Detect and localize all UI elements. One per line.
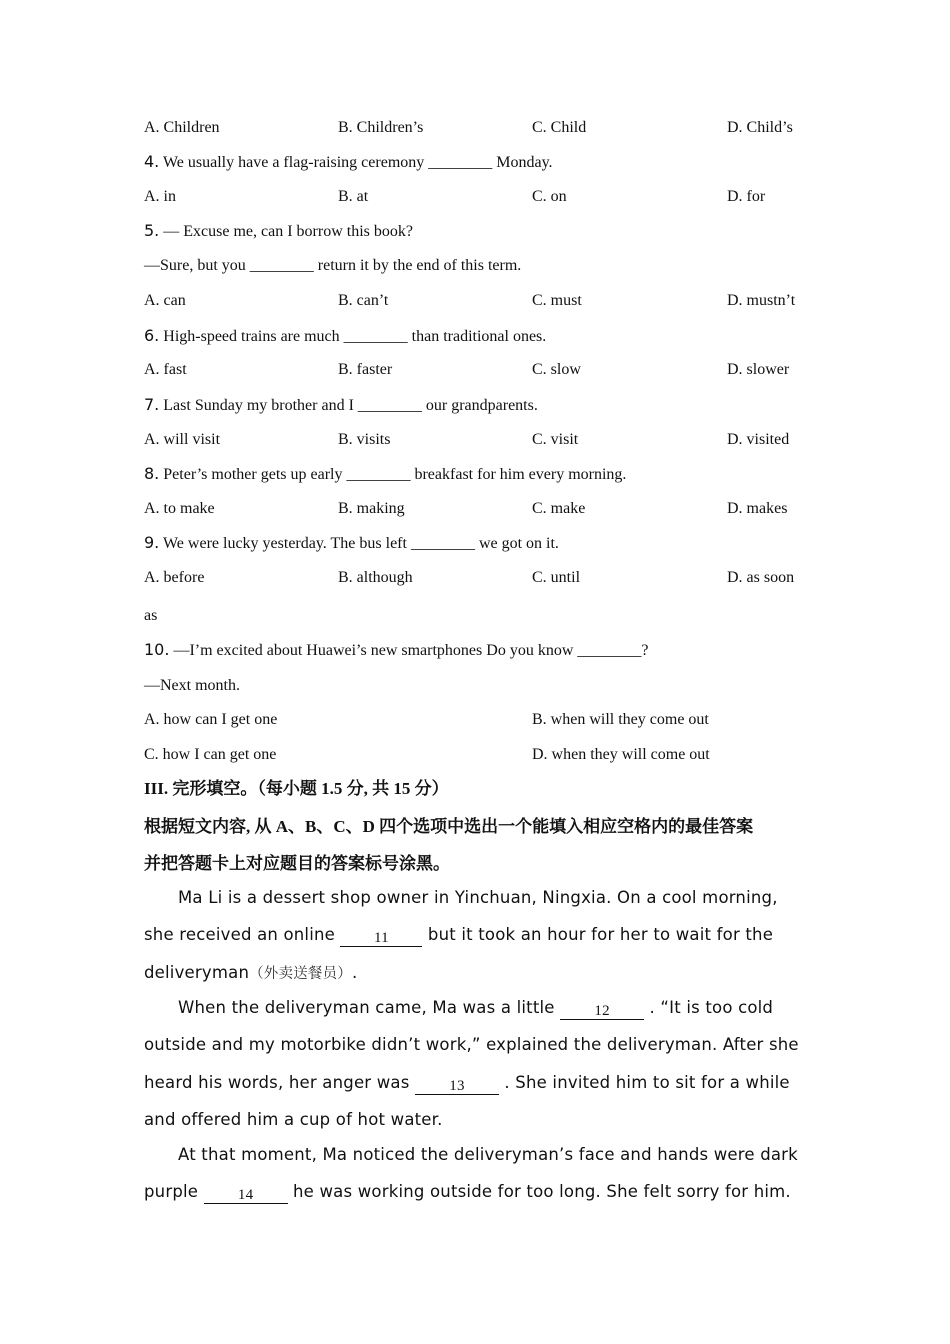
- q4-option-a: A. in: [144, 188, 176, 205]
- q6-option-d: D. slower: [727, 361, 790, 378]
- q10-stem-line2: —Next month.: [144, 677, 240, 694]
- q6-option-b: B. faster: [338, 361, 393, 378]
- q9-text: We were lucky yesterday. The bus left ________ we got on it.: [162, 535, 559, 552]
- q10-text: —I’m excited about Huawei’s new smartphones Do you know ________?: [173, 642, 649, 659]
- blank-14: 14: [204, 1187, 288, 1204]
- passage-text: but it took an hour for her to wait for the: [422, 925, 774, 944]
- passage-text: . “It is too cold: [644, 998, 774, 1017]
- q9-stem: [144, 533, 559, 554]
- q10-number: 10.: [144, 640, 170, 659]
- passage-text: heard his words, her anger was: [144, 1073, 415, 1092]
- q7-option-d: D. visited: [727, 431, 790, 448]
- section-3-instruction-line1: 根据短文内容, 从 A、B、C、D 四个选项中选出一个能填入相应空格内的最佳答案: [144, 817, 754, 836]
- q7-number: 7.: [144, 395, 160, 414]
- blank-13: 13: [415, 1078, 499, 1095]
- q3-option-c: C. Child: [532, 119, 587, 136]
- chinese-gloss: （外卖送餐员）: [249, 966, 353, 982]
- q6-stem: [144, 326, 546, 347]
- q9-option-d: D. as soon: [727, 569, 795, 586]
- passage-p2-line4: and offered him a cup of hot water.: [144, 1110, 443, 1129]
- passage-p2-line1: [178, 998, 773, 1020]
- q8-option-a: A. to make: [144, 500, 215, 517]
- passage-p1-line2: [144, 925, 773, 947]
- q3-option-b: B. Children’s: [338, 119, 424, 136]
- passage-text: he was working outside for too long. She felt sorry for him.: [287, 1182, 791, 1201]
- passage-text: . She invited him to sit for a while: [498, 1073, 790, 1092]
- q7-text: Last Sunday my brother and I ________ our grandparents.: [163, 397, 538, 414]
- q4-option-c: C. on: [532, 188, 567, 205]
- q8-number: 8.: [144, 464, 160, 483]
- q6-option-a: A. fast: [144, 361, 187, 378]
- q8-stem: [144, 464, 626, 485]
- q5-option-d: D. mustn’t: [727, 292, 796, 309]
- q10-option-a: A. how can I get one: [144, 711, 278, 728]
- q7-option-c: C. visit: [532, 431, 579, 448]
- passage-text: deliveryman: [144, 963, 250, 982]
- passage-p1-line1: Ma Li is a dessert shop owner in Yinchuan, Ningxia. On a cool morning,: [178, 888, 778, 907]
- blank-11: 11: [340, 930, 422, 947]
- q10-option-c: C. how I can get one: [144, 746, 277, 763]
- passage-text: purple: [144, 1182, 204, 1201]
- blank-12: 12: [560, 1003, 644, 1020]
- section-3-instruction-line2: 并把答题卡上对应题目的答案标号涂黑。: [144, 854, 450, 873]
- q7-option-b: B. visits: [338, 431, 391, 448]
- q10-option-b: B. when will they come out: [532, 711, 709, 728]
- q6-number: 6.: [144, 326, 160, 345]
- q8-option-b: B. making: [338, 500, 405, 517]
- passage-p3-line1: At that moment, Ma noticed the deliveryman’s face and hands were dark: [178, 1145, 798, 1164]
- q8-option-d: D. makes: [727, 500, 788, 517]
- q6-text: High-speed trains are much ________ than traditional ones.: [163, 328, 547, 345]
- q8-text: Peter’s mother gets up early ________ breakfast for him every morning.: [163, 466, 627, 483]
- q8-option-c: C. make: [532, 500, 586, 517]
- q3-option-d: D. Child’s: [727, 119, 793, 136]
- passage-text: When the deliveryman came, Ma was a little: [178, 998, 561, 1017]
- passage-p2-line3: [144, 1073, 790, 1095]
- q9-option-b: B. although: [338, 569, 413, 586]
- section-3-title: III. 完形填空。（每小题 1.5 分, 共 15 分）: [144, 779, 449, 798]
- passage-p3-line2: [144, 1182, 791, 1204]
- q5-option-a: A. can: [144, 292, 186, 309]
- q4-stem: [144, 152, 553, 173]
- q4-option-d: D. for: [727, 188, 766, 205]
- passage-p1-line3: [144, 963, 357, 984]
- q3-option-a: A. Children: [144, 119, 220, 136]
- q4-number: 4.: [144, 152, 160, 171]
- q5-number: 5.: [144, 221, 160, 240]
- q5-stem: [144, 221, 413, 242]
- q7-option-a: A. will visit: [144, 431, 221, 448]
- q7-stem: [144, 395, 538, 416]
- passage-p2-line2: outside and my motorbike didn’t work,” explained the deliveryman. After she: [144, 1035, 799, 1054]
- passage-text: she received an online: [144, 925, 341, 944]
- q4-option-b: B. at: [338, 188, 369, 205]
- q9-option-a: A. before: [144, 569, 205, 586]
- q5-stem-line2: —Sure, but you ________ return it by the end of this term.: [144, 257, 522, 274]
- q6-option-c: C. slow: [532, 361, 581, 378]
- q9-number: 9.: [144, 533, 160, 552]
- q10-stem: [144, 640, 648, 661]
- q5-text: — Excuse me, can I borrow this book?: [163, 223, 413, 240]
- passage-text: .: [352, 963, 358, 982]
- q9-option-c: C. until: [532, 569, 581, 586]
- q5-option-b: B. can’t: [338, 292, 389, 309]
- q5-option-c: C. must: [532, 292, 582, 309]
- q4-text: We usually have a flag-raising ceremony ________ Monday.: [162, 154, 553, 171]
- q9-option-d-wrap: as: [144, 607, 158, 624]
- q10-option-d: D. when they will come out: [532, 746, 710, 763]
